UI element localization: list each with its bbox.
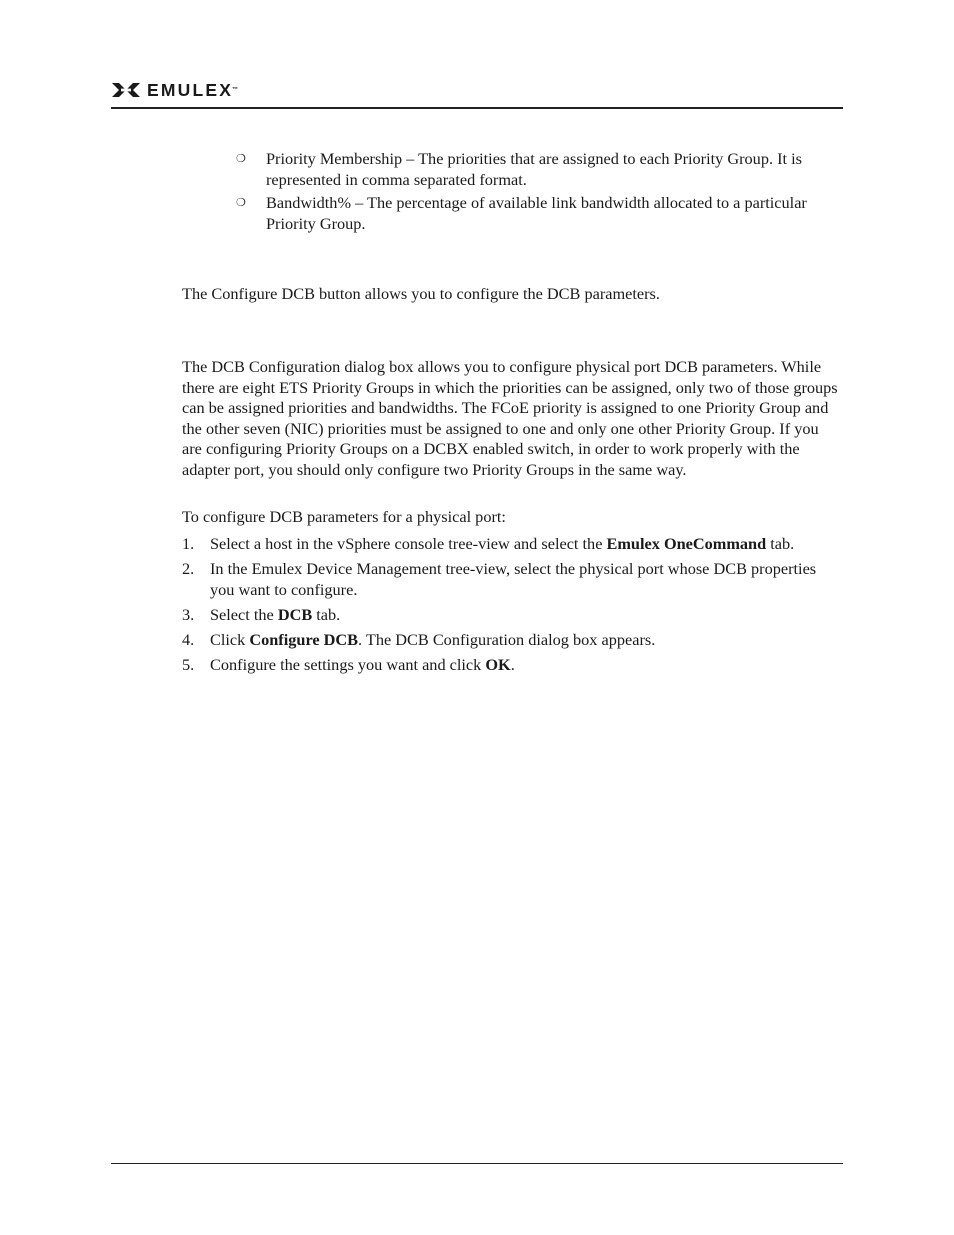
ui-term: Configure DCB	[249, 629, 359, 649]
bullet-text: Bandwidth% – The percentage of available link bandwidth allocated to a particular Priority Group.	[266, 193, 807, 233]
configure-dcb-paragraph: The Configure DCB button allows you to configure the DCB parameters.	[182, 284, 660, 303]
ui-term: DCB	[277, 604, 313, 624]
list-item: 3. Select the DCB tab.	[182, 604, 341, 624]
bullet-text: Priority Membership – The priorities that are assigned to each Priority Group. It is represented in comma separated format.	[266, 149, 802, 189]
list-item: 1. Select a host in the vSphere console tree-view and select the Emulex OneCommand tab.	[182, 534, 795, 553]
list-item: 4. Click Configure DCB. The DCB Configuration dialog box appears.	[182, 629, 656, 649]
dcb-dialog-paragraph: The DCB Configuration dialog box allows you to configure physical port DCB parameters. While there are eight ETS Priority Groups in which the priorities can be assigned, only two of those groups can be assigned priorities and bandwidths. The FCoE priority is assigned to one Priority Group and the other seven (NIC) priorities must be assigned to one and only one other Priority Group. If you are configuring Priority Groups on a DCBX enabled switch, in order to work properly with the adapter port, you should only configure two Priority Groups in the same way.	[182, 357, 838, 479]
step-number: 3.	[182, 604, 195, 624]
list-item	[236, 149, 826, 190]
footer-divider	[111, 1163, 843, 1164]
bullet-marker: ❍	[236, 153, 246, 165]
sub-bullet-list	[236, 149, 826, 237]
procedure-steps	[182, 534, 842, 680]
procedure-intro: To configure DCB parameters for a physical port:	[182, 507, 506, 526]
ui-term: OK	[485, 654, 511, 674]
header-divider	[111, 107, 843, 109]
list-item: 5. Configure the settings you want and click OK.	[182, 654, 515, 674]
step-number: 2.	[182, 559, 195, 578]
step-number: 4.	[182, 629, 195, 649]
step-number: 1.	[182, 534, 195, 553]
step-number: 5.	[182, 654, 195, 674]
list-item: 2. In the Emulex Device Management tree-view, select the physical port whose DCB properties you want to configure.	[182, 559, 817, 599]
emulex-logo-icon	[111, 81, 141, 99]
logo-wordmark: EMULEX™	[147, 80, 239, 100]
ui-term: Emulex OneCommand	[606, 534, 767, 553]
list-item	[236, 193, 826, 234]
bullet-marker: ❍	[236, 197, 246, 209]
emulex-logo	[111, 80, 238, 100]
